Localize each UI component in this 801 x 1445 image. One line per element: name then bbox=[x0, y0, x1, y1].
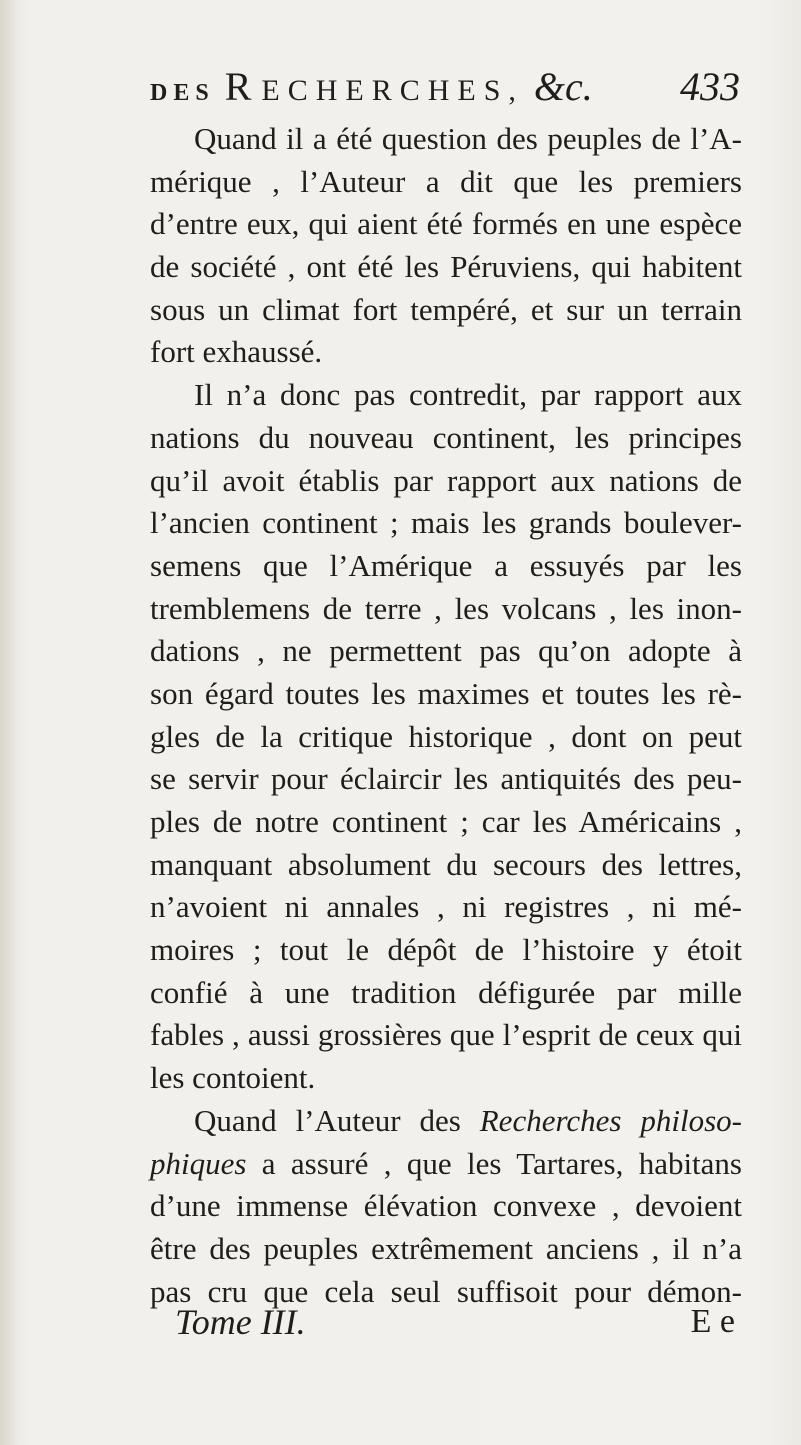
paragraph1-line: de société , ont été les Péruviens, qui habitent bbox=[150, 249, 742, 285]
paragraph2-line: moires ; tout le dépôt de l’histoire y étoit bbox=[150, 932, 742, 968]
paragraph2-line: ples de notre continent ; car les Américains , bbox=[150, 804, 742, 839]
paragraph1-line: sous un climat fort tempéré, et sur un terrain bbox=[150, 291, 742, 327]
paragraph1-line: mérique , l’Auteur a dit que les premiers bbox=[150, 163, 742, 199]
paragraph3-line: d’une immense élévation convexe , devoient bbox=[150, 1188, 742, 1224]
page-gutter-shadow bbox=[0, 0, 18, 1445]
signature-mark: E e bbox=[690, 1303, 735, 1340]
paragraph1-line: d’entre eux, qui aient été formés en une espèce bbox=[150, 206, 742, 242]
paragraph2-line: gles de la critique historique , dont on peut bbox=[150, 718, 742, 754]
header-etc: &c. bbox=[533, 64, 593, 109]
paragraph2-line: l’ancien continent ; mais les grands boulever- bbox=[150, 505, 742, 541]
paragraph3-line bbox=[150, 1143, 742, 1186]
work-title-part2: phiques bbox=[150, 1145, 247, 1181]
paragraph3-line bbox=[150, 1100, 742, 1143]
paragraph2-line: tremblemens de terre , les volcans , les inon- bbox=[150, 590, 742, 626]
paragraph2-line: nations du nouveau continent, les principes bbox=[150, 419, 742, 455]
paragraph3-line2-rest: a assuré , que les Tartares, habitans bbox=[261, 1145, 742, 1181]
paragraph1-line: fort exhaussé. bbox=[150, 334, 323, 370]
body-text bbox=[150, 118, 742, 1313]
paragraph2-line: confié à une tradition défigurée par mille bbox=[150, 974, 742, 1010]
work-title-part1: Recherches philoso- bbox=[479, 1102, 742, 1138]
paragraph2-line: fables , aussi grossières que l’esprit de ceux qui bbox=[150, 1017, 742, 1053]
header-recherches-initial: R bbox=[224, 64, 262, 109]
paragraph1-line: Quand il a été question des peuples de l’A- bbox=[194, 121, 742, 156]
paragraph3-line: être des peuples extrêmement anciens , il n’a bbox=[150, 1230, 742, 1266]
paragraph2-line: manquant absolument du secours des lettres, bbox=[150, 846, 742, 882]
paragraph2-line: dations , ne permettent pas qu’on adopte à bbox=[150, 633, 742, 669]
paragraph2-line: les contoient. bbox=[150, 1060, 316, 1096]
page-number: 433 bbox=[680, 64, 740, 109]
paragraph2-line: semens que l’Amérique a essuyés par les bbox=[150, 547, 742, 583]
paragraph2-line: son égard toutes les maximes et toutes les rè- bbox=[150, 675, 742, 711]
paragraph2-line: Il n’a donc pas contredit, par rapport aux bbox=[194, 377, 742, 413]
running-header bbox=[150, 62, 740, 112]
volume-label: Tome III. bbox=[175, 1302, 306, 1342]
paragraph2-line: qu’il avoit établis par rapport aux nations de bbox=[150, 462, 742, 498]
paragraph3-line: pas cru que cela seul suffisoit pour démon- bbox=[150, 1273, 742, 1309]
paragraph3-prefix: Quand l’Auteur des bbox=[194, 1102, 461, 1138]
header-recherches-rest: ECHERCHES, bbox=[261, 74, 524, 107]
page-footer bbox=[175, 1300, 735, 1344]
header-des: DES bbox=[150, 80, 215, 106]
paragraph2-line: n’avoient ni annales , ni registres , ni mé- bbox=[150, 889, 742, 925]
paragraph2-line: se servir pour éclaircir les antiquités des peu- bbox=[150, 761, 742, 797]
